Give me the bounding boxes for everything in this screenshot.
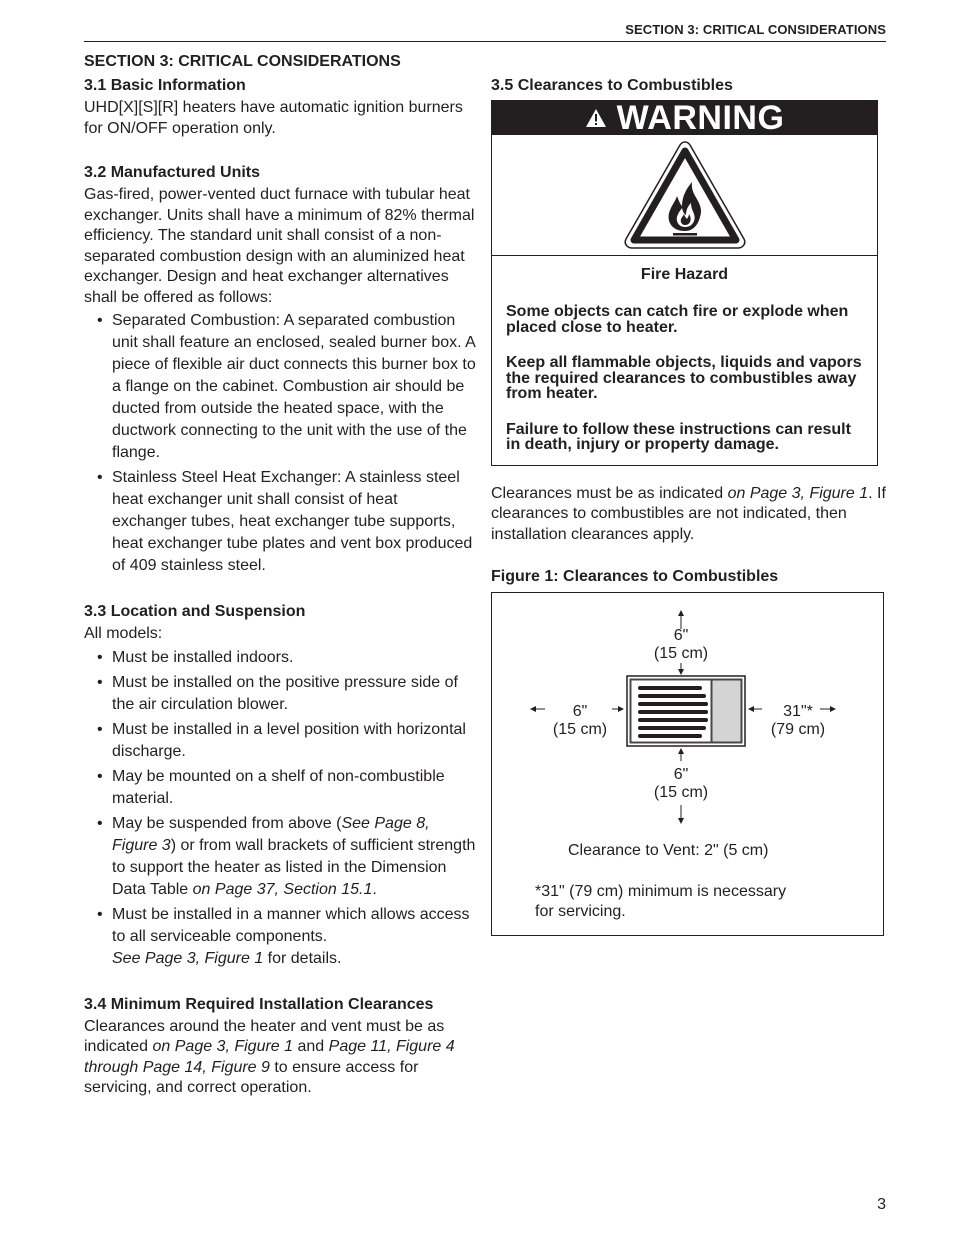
heading-3-4: 3.4 Minimum Required Installation Clearances <box>84 995 434 1013</box>
text-run: Clearances must be as indicated <box>491 484 728 502</box>
text-run: . If clearances to combustibles are not indicated, then installation clearances apply. <box>491 484 886 543</box>
servicing-note-line-2: for servicing. <box>535 902 626 920</box>
left-clearance-cm: (15 cm) <box>552 720 608 738</box>
bottom-clearance-cm: (15 cm) <box>653 783 709 801</box>
heading-3-1: 3.1 Basic Information <box>84 77 246 94</box>
running-header <box>625 22 886 37</box>
clearance-figure <box>491 592 884 936</box>
cross-reference: on Page 37, Section 15.1 <box>192 880 373 898</box>
heading-3-3: 3.3 Location and Suspension <box>84 603 306 620</box>
cross-reference: Page 11, Figure 4 through Page 14, Figure 9 <box>84 1038 455 1076</box>
vent-clearance-note: Clearance to Vent: 2" (5 cm) <box>568 841 769 859</box>
left-arrow-icon <box>530 706 545 712</box>
bottom-arrow-icon <box>678 805 684 824</box>
list-item <box>84 904 476 970</box>
left-marker-icon <box>612 706 624 712</box>
all-models-text: All models: <box>84 625 163 642</box>
min-clearances-text <box>84 1017 476 1099</box>
cross-reference: on Page 3, Figure 1 <box>152 1038 294 1055</box>
right-clearance-in: 31"* <box>783 702 813 720</box>
bottom-marker-icon <box>678 748 684 761</box>
list-item: • May be mounted on a shelf of non-combustible material. <box>84 766 476 810</box>
header-rule <box>84 41 886 42</box>
left-column <box>84 52 476 1099</box>
manufactured-units-text: Gas-fired, power-vented duct furnace with tubular heat exchanger. Units shall have a minimum of 82% thermal efficiency. The standard unit shall consist of a non-separated combustion design with an aluminized heat exchanger. Design and heat exchanger alternatives shall be offered as follows: <box>84 186 475 306</box>
text-run: May be suspended from above ( <box>112 814 342 832</box>
hazard-title: Fire Hazard <box>640 266 729 283</box>
text-run: to ensure access for servicing, and correct operation. <box>84 1058 419 1096</box>
top-clearance-cm: (15 cm) <box>653 644 709 662</box>
right-marker-icon <box>748 706 762 712</box>
warning-title: WARNING <box>616 99 785 137</box>
list-item: • Must be installed in a level position with horizontal discharge. <box>84 719 476 763</box>
list-item <box>84 813 476 901</box>
cross-reference: See Page 3, Figure 1 <box>112 949 264 967</box>
warning-body <box>492 256 877 465</box>
right-column <box>491 76 886 936</box>
list-item: • Stainless Steel Heat Exchanger: A stainless steel heat exchanger unit shall consist of heat exchanger tubes, heat exchanger tube supports, heat exchanger tube plates and vent box produced of 409 stainless steel. <box>84 467 476 577</box>
left-clearance-in: 6" <box>572 702 588 720</box>
text-run: Must be installed in a manner which allows access to all serviceable components. <box>112 905 470 945</box>
running-header-text: SECTION 3: CRITICAL CONSIDERATIONS <box>625 22 886 37</box>
basic-info-text: UHD[X][S][R] heaters have automatic ignition burners for ON/OFF operation only. <box>84 99 463 137</box>
warning-triangle-icon <box>585 108 607 128</box>
text-run: and <box>293 1038 329 1055</box>
text-run: ) or from wall brackets of sufficient strength to support the heater as listed in the Dimension Data Table <box>112 836 476 898</box>
clearance-diagram <box>492 593 883 935</box>
top-clearance-in: 6" <box>673 626 689 644</box>
text-run: Clearances around the heater and vent must be as indicated <box>84 1017 445 1055</box>
heading-3-5: 3.5 Clearances to Combustibles <box>491 77 733 94</box>
fire-hazard-pictogram <box>492 135 877 256</box>
page-number: 3 <box>877 1196 886 1213</box>
location-list <box>84 647 476 970</box>
list-item: • Must be installed on the positive pressure side of the air circulation blower. <box>84 672 476 716</box>
heater-unit <box>627 676 745 746</box>
warning-paragraph: Keep all flammable objects, liquids and vapors the required clearances to combustibles away from heater. <box>506 354 862 402</box>
servicing-note-line-1: *31" (79 cm) minimum is necessary <box>535 882 787 900</box>
cross-reference: on Page 3, Figure 1 <box>727 484 869 502</box>
list-item: • Must be installed indoors. <box>84 647 476 669</box>
top-marker-icon <box>678 663 684 675</box>
manufactured-units-list <box>84 310 476 577</box>
text-run: for details. <box>263 949 342 967</box>
bottom-clearance-in: 6" <box>673 765 689 783</box>
heading-3-2: 3.2 Manufactured Units <box>84 164 261 181</box>
warning-box <box>491 100 878 466</box>
text-run: . <box>372 880 377 898</box>
warning-paragraph: Some objects can catch fire or explode when placed close to heater. <box>506 303 849 336</box>
cross-reference: See Page 8, Figure 3 <box>112 814 430 854</box>
right-clearance-cm: (79 cm) <box>770 720 826 738</box>
list-item: • Separated Combustion: A separated combustion unit shall feature an enclosed, sealed burner box. A piece of flexible air duct connects this burner box to a flange on the cabinet. Combustion air should be ducted from outside the heated space, with the ductwork connecting to the unit with the use of the flange. <box>84 310 476 464</box>
right-arrow-icon <box>820 706 836 712</box>
warning-header <box>492 101 877 135</box>
warning-paragraph: Failure to follow these instructions can result in death, injury or property damage. <box>506 420 851 453</box>
flame-icon <box>622 139 748 251</box>
clearances-text <box>491 484 886 546</box>
section-title: SECTION 3: CRITICAL CONSIDERATIONS <box>84 53 401 70</box>
figure-title: Figure 1: Clearances to Combustibles <box>491 568 779 585</box>
